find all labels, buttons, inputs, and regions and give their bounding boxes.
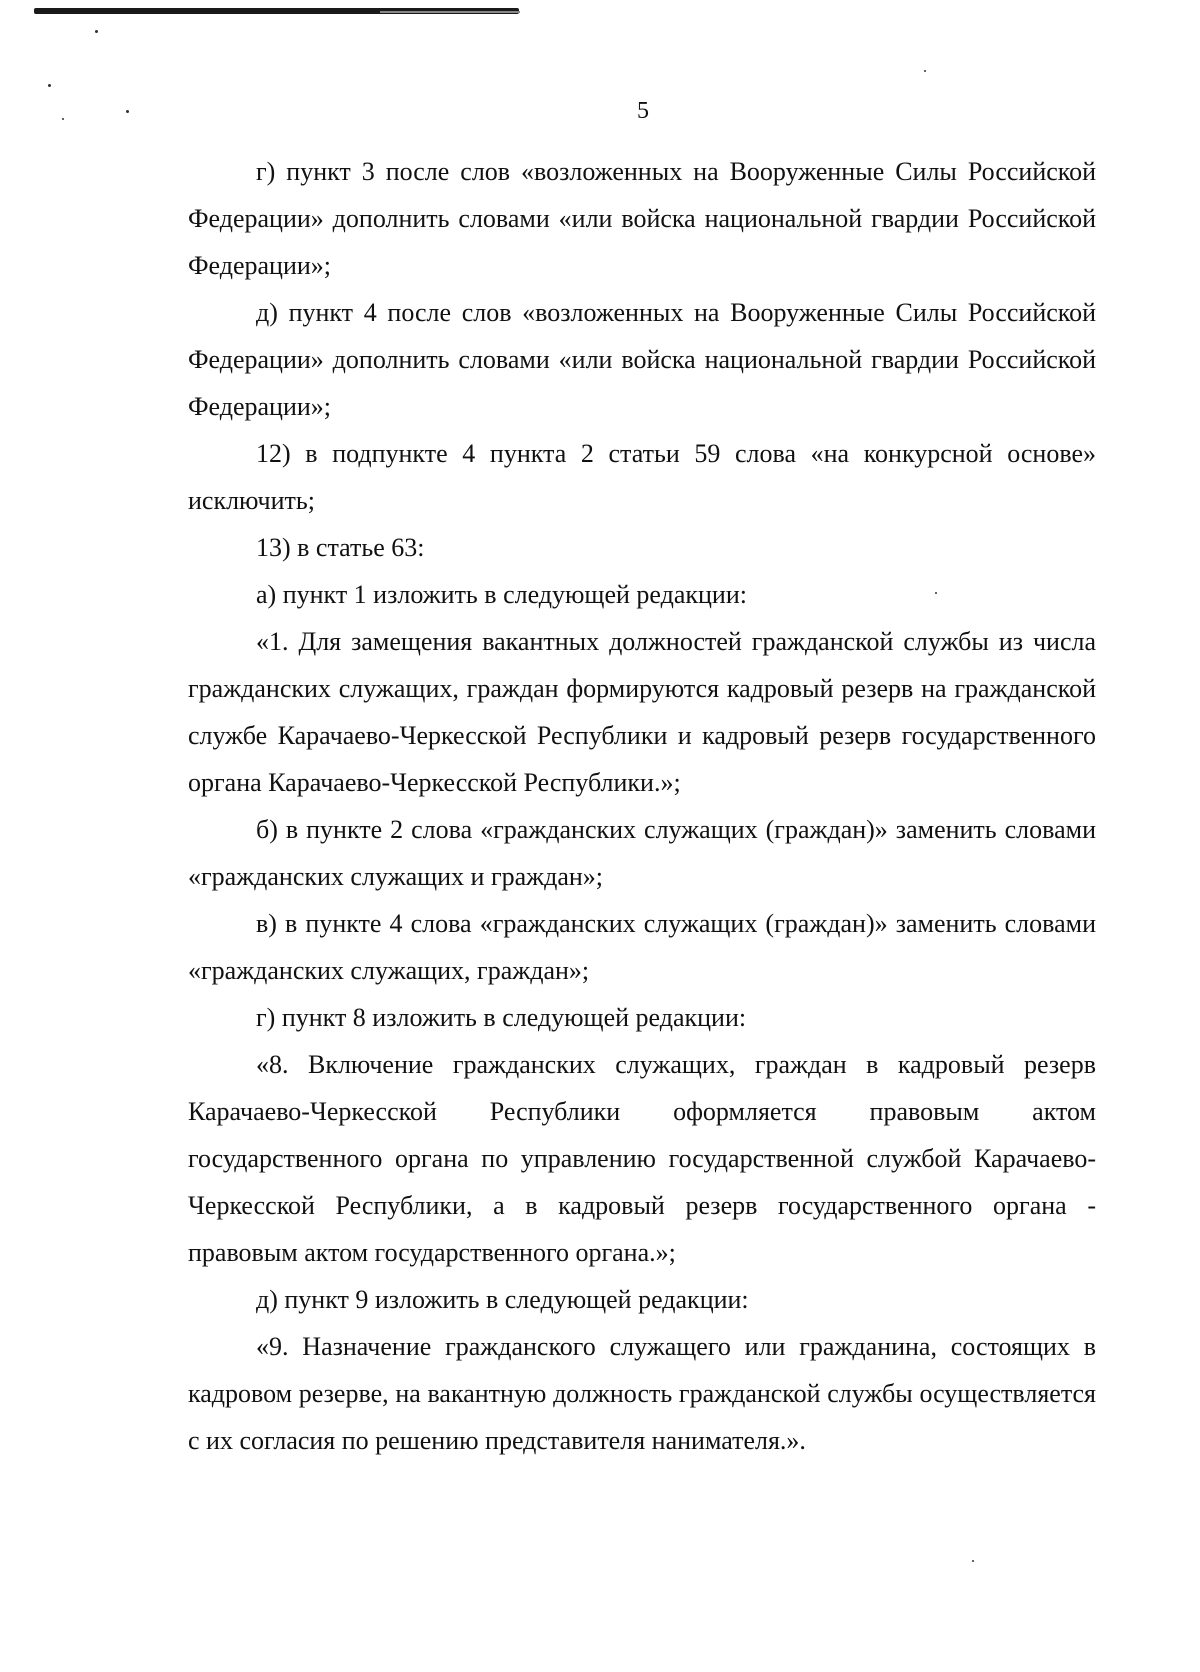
paragraph: «8. Включение гражданских служащих, граждан в кадровый резерв Карачаево-Черкесской Республики оформляется правовым актом государственного органа по управлению государственной службой Карачаево-Черкесской Республики, а в кадровый резерв государственного органа - правовым актом государственного органа.»; (188, 1050, 1096, 1267)
page-number: 5 (637, 98, 649, 124)
paragraph: 12) в подпункте 4 пункта 2 статьи 59 слова «на конкурсной основе» исключить; (188, 439, 1096, 515)
paragraph: д) пункт 9 изложить в следующей редакции: (256, 1285, 749, 1314)
paragraph: б) в пункте 2 слова «гражданских служащих (граждан)» заменить словами «гражданских служащих и граждан»; (188, 815, 1096, 891)
paragraph: а) пункт 1 изложить в следующей редакции: (256, 580, 747, 609)
scan-speck (972, 1560, 974, 1562)
scan-speck (924, 70, 926, 72)
scan-speck (48, 84, 51, 87)
scan-artifact-line (380, 11, 520, 13)
paragraph: д) пункт 4 после слов «возложенных на Вооруженные Силы Российской Федерации» дополнить словами «или войска национальной гвардии Российской Федерации»; (188, 298, 1096, 421)
paragraph: «9. Назначение гражданского служащего или гражданина, состоящих в кадровом резерве, на вакантную должность гражданской службы осуществляется с их согласия по решению представителя нанимателя.». (188, 1332, 1096, 1455)
paragraph: в) в пункте 4 слова «гражданских служащих (граждан)» заменить словами «гражданских служащих, граждан»; (188, 909, 1096, 985)
paragraph: г) пункт 3 после слов «возложенных на Вооруженные Силы Российской Федерации» дополнить словами «или войска национальной гвардии Российской Федерации»; (188, 157, 1096, 280)
paragraph: «1. Для замещения вакантных должностей гражданской службы из числа гражданских служащих, граждан формируются кадровый резерв на гражданской службе Карачаево-Черкесской Республики и кадровый резерв государственного органа Карачаево-Черкесской Республики.»; (188, 627, 1096, 797)
paragraph: 13) в статье 63: (256, 533, 425, 562)
paragraph: г) пункт 8 изложить в следующей редакции: (256, 1003, 747, 1032)
scan-speck (95, 30, 98, 33)
document-body (188, 148, 1096, 1464)
